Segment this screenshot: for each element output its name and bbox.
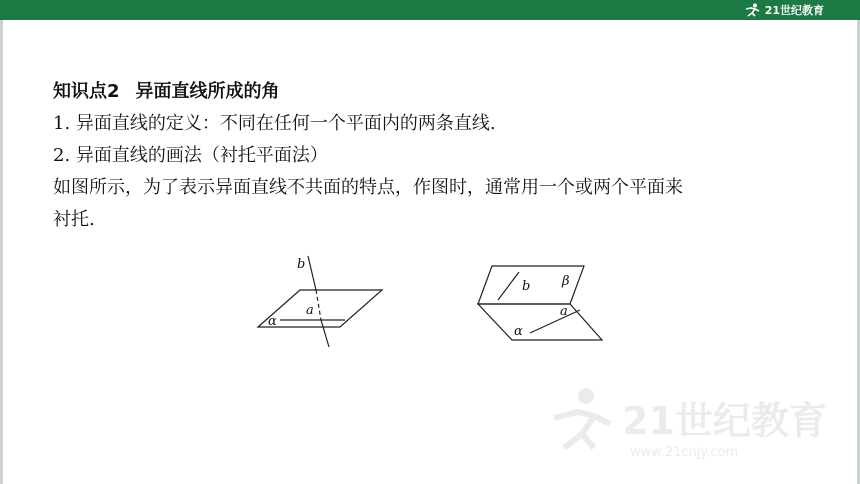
header-bar <box>0 0 860 20</box>
label-beta: β <box>562 274 570 289</box>
definition-line: 1. 异面直线的定义：不同在任何一个平面内的两条直线. <box>53 113 496 134</box>
watermark-logo <box>548 382 848 462</box>
heading-label: 知识点2 <box>53 81 120 102</box>
line-b-hidden <box>316 290 321 320</box>
label-alpha: α <box>268 314 277 329</box>
label-a: a <box>560 304 568 319</box>
line-b-upper <box>308 256 316 290</box>
plane-alpha <box>478 304 602 340</box>
runner-icon <box>743 3 761 17</box>
heading-title: 异面直线所成的角 <box>135 81 280 102</box>
explanation-line-1: 如图所示，为了表示异面直线不共面的特点，作图时，通常用一个或两个平面来 <box>53 177 683 198</box>
main-content <box>53 76 823 236</box>
section-heading <box>53 76 823 108</box>
label-alpha: α <box>514 324 523 339</box>
watermark-runner-icon <box>578 388 594 404</box>
drawing-method-line: 2. 异面直线的画法（衬托平面法） <box>53 145 328 166</box>
brand-text: 21世纪教育 <box>764 4 824 17</box>
watermark-url: www.21cnjy.com <box>630 445 739 460</box>
watermark-text: 21世纪教育 <box>622 399 827 443</box>
left-frame <box>0 20 3 484</box>
brand-logo <box>743 2 824 18</box>
label-a: a <box>306 303 314 318</box>
line-a <box>530 310 580 333</box>
figure-two-planes <box>470 258 610 348</box>
line-b <box>498 272 519 300</box>
explanation-line-2: 衬托. <box>53 209 95 230</box>
figure-single-plane <box>250 250 390 350</box>
label-b: b <box>297 257 306 272</box>
line-b-lower <box>321 320 329 347</box>
label-b: b <box>522 279 531 294</box>
